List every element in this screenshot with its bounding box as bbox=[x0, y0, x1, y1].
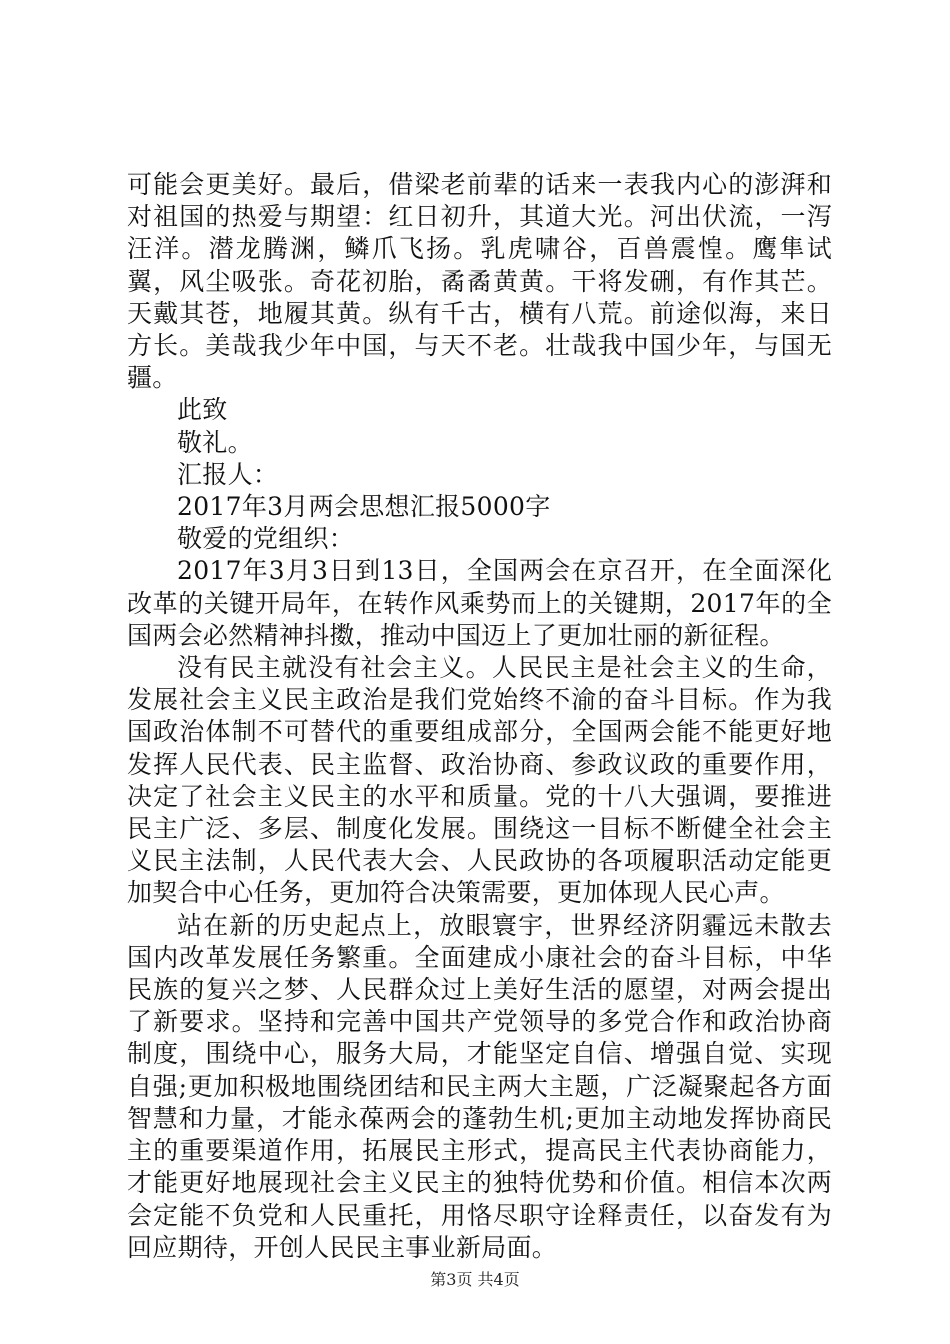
document-body bbox=[127, 169, 832, 1264]
paragraph-reporter: 汇报人： bbox=[177, 459, 279, 489]
paragraph-greeting: 敬爱的党组织： bbox=[177, 524, 355, 554]
paragraph-body-2: 没有民主就没有社会主义。人民民主是社会主义的生命，发展社会主义民主政治是我们党始终不渝的奋斗目标。作为我国政治体制不可替代的重要组成部分，全国两会能不能更好地发挥人民代表、民主监督、政治协商、参政议政的重要作用，决定了社会主义民主的水平和质量。党的十八大强调，要推进民主广泛、多层、制度化发展。围绕这一目标不断健全社会主义民主法制，人民代表大会、人民政协的各项履职活动定能更加契合中心任务，更加符合决策需要，更加体现人民心声。 bbox=[127, 653, 832, 908]
section-title: 2017年3月两会思想汇报5000字 bbox=[177, 492, 551, 522]
paragraph-body-1: 2017年3月3日到13日，全国两会在京召开，在全面深化改革的关键开局年，在转作风乘势而上的关键期，2017年的全国两会必然精神抖擞，推动中国迈上了更加壮丽的新征程。 bbox=[127, 556, 832, 650]
paragraph-salutation-cizhi: 此致 bbox=[177, 395, 228, 425]
paragraph-closing-poem: 可能会更美好。最后，借梁老前辈的话来一表我内心的澎湃和对祖国的热爱与期望：红日初升，其道大光。河出伏流，一泻汪洋。潜龙腾渊，鳞爪飞扬。乳虎啸谷，百兽震惶。鹰隼试翼，风尘吸张。奇花初胎，矞矞黄黄。干将发硎，有作其芒。天戴其苍，地履其黄。纵有千古，横有八荒。前途似海，来日方长。美哉我少年中国，与天不老。壮哉我中国少年，与国无疆。 bbox=[127, 170, 832, 393]
paragraph-salutation-jingli: 敬礼。 bbox=[177, 427, 253, 457]
paragraph-body-3: 站在新的历史起点上，放眼寰宇，世界经济阴霾远未散去国内改革发展任务繁重。全面建成小康社会的奋斗目标，中华民族的复兴之梦、人民群众过上美好生活的愿望，对两会提出了新要求。坚持和完善中国共产党领导的多党合作和政治协商制度，围绕中心，服务大局，才能坚定自信、增强自觉、实现自强;更加积极地围绕团结和民主两大主题，广泛凝聚起各方面智慧和力量，才能永葆两会的蓬勃生机;更加主动地发挥协商民主的重要渠道作用，拓展民主形式，提高民主代表协商能力，才能更好地展现社会主义民主的独特优势和价值。相信本次两会定能不负党和人民重托，用恪尽职守诠释责任，以奋发有为回应期待，开创人民民主事业新局面。 bbox=[127, 910, 832, 1262]
page-number-footer: 第3页 共4页 bbox=[430, 1270, 520, 1289]
